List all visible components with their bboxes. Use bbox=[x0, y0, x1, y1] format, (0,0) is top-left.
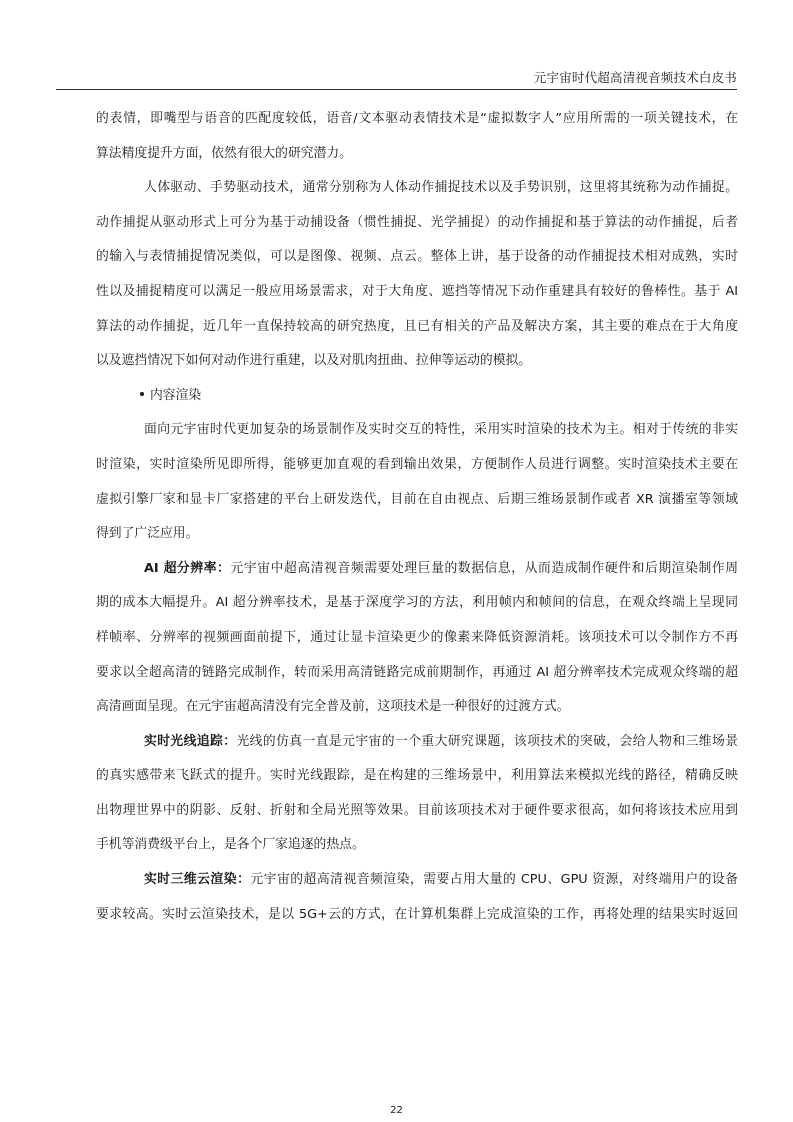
text-span: 光线的仿真一直是元宇宙的一个重大研究课题，该项技术的突破，会给人物和三维场景 bbox=[236, 733, 738, 749]
text-line bbox=[96, 725, 738, 760]
text-span: 元宇宙中超高清视音频需要处理巨量的数据信息，从而造成制作硬件和后期渲染制作周 bbox=[230, 560, 738, 576]
text-line: 的输入与表情捕捉情况类似，可以是图像、视频、点云。整体上讲，基于设备的动作捕捉技术相对成熟，实时 bbox=[96, 249, 738, 265]
text-line: 面向元宇宙时代更加复杂的场景制作及实时交互的特性，采用实时渲染的技术为主。相对于传统的非实 bbox=[144, 422, 738, 438]
page-header-title: 元宇宙时代超高清视音频技术白皮书 bbox=[533, 70, 737, 85]
text-line: 以及遮挡情况下如何对动作进行重建，以及对肌肉扭曲、拉伸等运动的模拟。 bbox=[96, 353, 532, 369]
header-divider bbox=[56, 89, 737, 90]
text-line: 动作捕捉从驱动形式上可分为基于动捕设备（惯性捕捉、光学捕捉）的动作捕捉和基于算法的动作捕捉，后者 bbox=[96, 214, 738, 230]
text-line bbox=[96, 552, 738, 587]
text-line: 性以及捕捉精度可以满足一般应用场景需求，对于大角度、遮挡等情况下动作重建具有较好的鲁棒性。基于 AI bbox=[96, 283, 738, 299]
text-line: 得到了广泛应用。 bbox=[96, 526, 199, 542]
bullet-heading-text: 内容渲染 bbox=[150, 387, 202, 403]
text-line: 时渲染，实时渲染所见即所得，能够更加直观的看到输出效果，方便制作人员进行调整。实时渲染技术主要在 bbox=[96, 456, 738, 472]
section-bullet-heading bbox=[96, 379, 738, 414]
text-line: 期的成本大幅提升。AI 超分辨率技术，是基于深度学习的方法，利用帧内和帧间的信息，在观众终端上呈现同 bbox=[96, 595, 738, 611]
text-line: 虚拟引擎厂家和显卡厂家搭建的平台上研发迭代，目前在自由视点、后期三维场景制作或者 XR 演播室等领域 bbox=[96, 491, 738, 507]
text-line: 算法精度提升方面，依然有很大的研究潜力。 bbox=[96, 145, 352, 161]
document-body bbox=[96, 102, 738, 932]
text-line: 高清画面呈现。在元宇宙超高清没有完全普及前，这项技术是一种很好的过渡方式。 bbox=[96, 699, 570, 715]
text-line: 出物理世界中的阴影、反射、折射和全局光照等效果。目前该项技术对于硬件要求很高，如何将该技术应用到 bbox=[96, 802, 738, 818]
text-line: 手机等消费级平台上，是各个厂家追逐的热点。 bbox=[96, 837, 365, 853]
text-line: 人体驱动、手势驱动技术，通常分别称为人体动作捕捉技术以及手势识别，这里将其统称为动作捕捉。 bbox=[144, 180, 738, 196]
text-line: 的表情，即嘴型与语音的匹配度较低，语音/文本驱动表情技术是“虚拟数字人”应用所需的一项关键技术，在 bbox=[96, 111, 738, 126]
page-number: 22 bbox=[390, 1105, 403, 1116]
bullet-dot-icon bbox=[140, 392, 144, 396]
text-span: 元宇宙的超高清视音频渲染，需要占用大量的 CPU、GPU 资源，对终端用户的设备 bbox=[250, 872, 738, 888]
text-line: 的真实感带来飞跃式的提升。实时光线跟踪，是在构建的三维场景中，利用算法来模拟光线的路径，精确反映 bbox=[96, 768, 738, 784]
term-label: AI 超分辨率： bbox=[144, 560, 231, 576]
text-line bbox=[96, 863, 738, 898]
term-label: 实时光线追踪： bbox=[144, 733, 237, 749]
text-line: 样帧率、分辨率的视频画面前提下，通过让显卡渲染更少的像素来降低资源消耗。该项技术可以令制作方不再 bbox=[96, 629, 738, 645]
text-line: 算法的动作捕捉，近几年一直保持较高的研究热度，且已有相关的产品及解决方案，其主要的难点在于大角度 bbox=[96, 318, 738, 334]
term-label: 实时三维云渲染： bbox=[144, 872, 251, 888]
text-line: 要求较高。实时云渲染技术，是以 5G+云的方式，在计算机集群上完成渲染的工作，再将处理的结果实时返回 bbox=[96, 906, 738, 922]
text-line: 要求以全超高清的链路完成制作，转而采用高清链路完成前期制作，再通过 AI 超分辨率技术完成观众终端的超 bbox=[96, 664, 738, 680]
